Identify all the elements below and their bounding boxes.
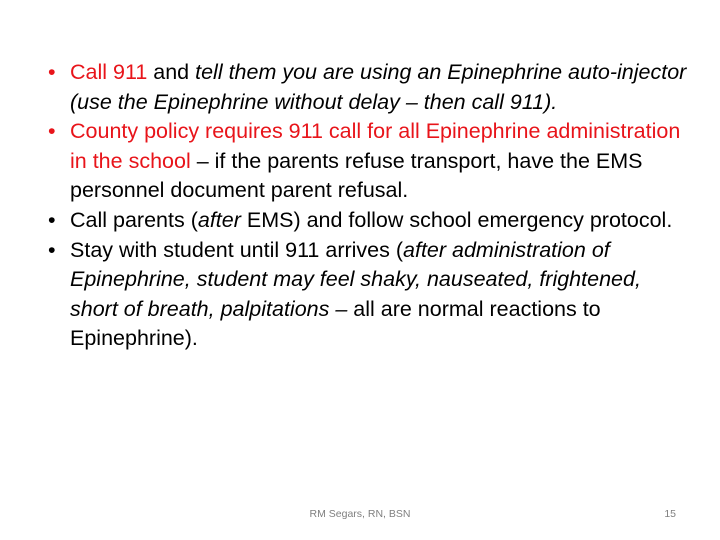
footer-author: RM Segars, RN, BSN — [309, 508, 411, 520]
bullet-item — [48, 58, 688, 117]
bullet-marker: • — [48, 60, 56, 84]
bullet-list — [48, 58, 688, 354]
bullet-text-segment: and — [153, 60, 196, 84]
bullet-text-segment: all are normal reactions to Epinephrine). — [70, 296, 601, 351]
bullet-text-segment: Call parents ( — [70, 207, 198, 232]
bullet-text-segment: – if the parents refuse transport, have the EMS personnel document parent refusal. — [70, 148, 643, 203]
bullet-text-segment: County policy requires 911 call for all Epinephrine administration in the school — [70, 119, 681, 173]
bullet-text-segment: Stay with student until 911 arrives ( — [70, 237, 404, 262]
bullet-text-segment: after administration of Epinephrine, student may feel shaky, nauseated, frightened, short of breath, palpitations – — [70, 237, 641, 321]
bullet-text-segment: tell them you are using an Epinephrine auto-injector (use the Epinephrine without delay – then call 911). — [70, 60, 687, 114]
bullet-item — [48, 117, 688, 206]
bullet-marker: • — [48, 119, 56, 144]
bullet-text-segment: EMS) and follow school emergency protocol. — [240, 207, 673, 232]
bullet-text-segment: after — [197, 207, 241, 232]
bullet-marker: • — [48, 207, 56, 232]
bullet-text-segment: Call 911 — [70, 60, 154, 84]
bullet-item — [48, 236, 688, 354]
bullet-marker: • — [48, 237, 56, 262]
bullet-item — [48, 206, 688, 236]
page-number: 15 — [664, 508, 676, 520]
